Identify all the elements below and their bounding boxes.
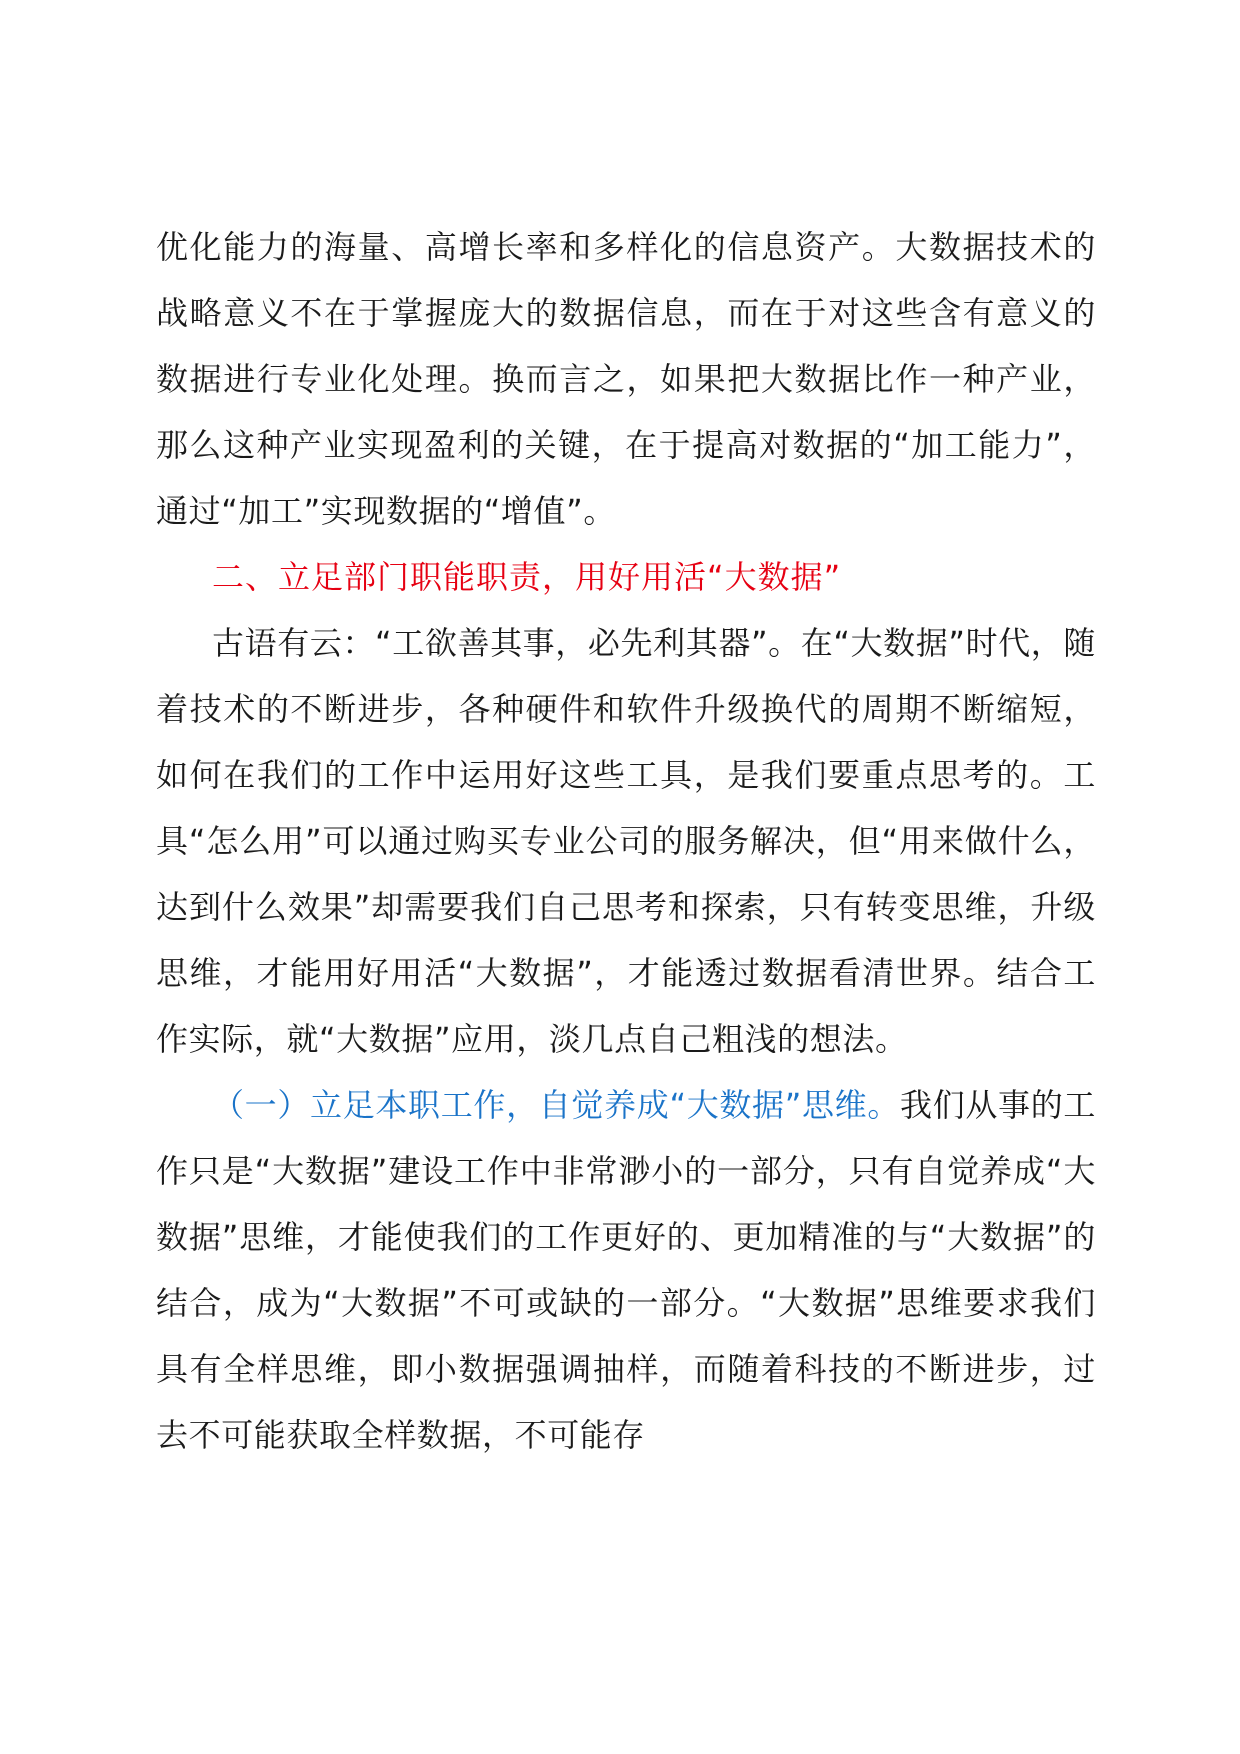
paragraph-subsection-1 bbox=[156, 1072, 1096, 1468]
subsection-body-1: 我们从事的工作只是“大数据”建设工作中非常渺小的一部分，只有自觉养成“大数据”思维，才能使我们的工作更好的、更加精准的与“大数据”的结合，成为“大数据”不可或缺的一部分。“大数据”思维要求我们具有全样思维，即小数据强调抽样，而随着科技的不断进步，过去不可能获取全样数据，不可能存 bbox=[156, 1086, 1096, 1454]
subsection-heading-1: （一）立足本职工作，自觉养成“大数据”思维。 bbox=[212, 1086, 901, 1124]
paragraph-continued: 优化能力的海量、高增长率和多样化的信息资产。大数据技术的战略意义不在于掌握庞大的数据信息，而在于对这些含有意义的数据进行专业化处理。换而言之，如果把大数据比作一种产业，那么这种产业实现盈利的关键，在于提高对数据的“加工能力”，通过“加工”实现数据的“增值”。 bbox=[156, 228, 1096, 530]
paragraph-section-intro: 古语有云：“工欲善其事，必先利其器”。在“大数据”时代，随着技术的不断进步，各种硬件和软件升级换代的周期不断缩短，如何在我们的工作中运用好这些工具，是我们要重点思考的。工具“怎么用”可以通过购买专业公司的服务解决，但“用来做什么，达到什么效果”却需要我们自己思考和探索，只有转变思维，升级思维，才能用好用活“大数据”，才能透过数据看清世界。结合工作实际，就“大数据”应用，淡几点自己粗浅的想法。 bbox=[156, 624, 1096, 1058]
document-page bbox=[156, 214, 1096, 1468]
section-heading: 二、立足部门职能职责，用好用活“大数据” bbox=[212, 558, 842, 596]
